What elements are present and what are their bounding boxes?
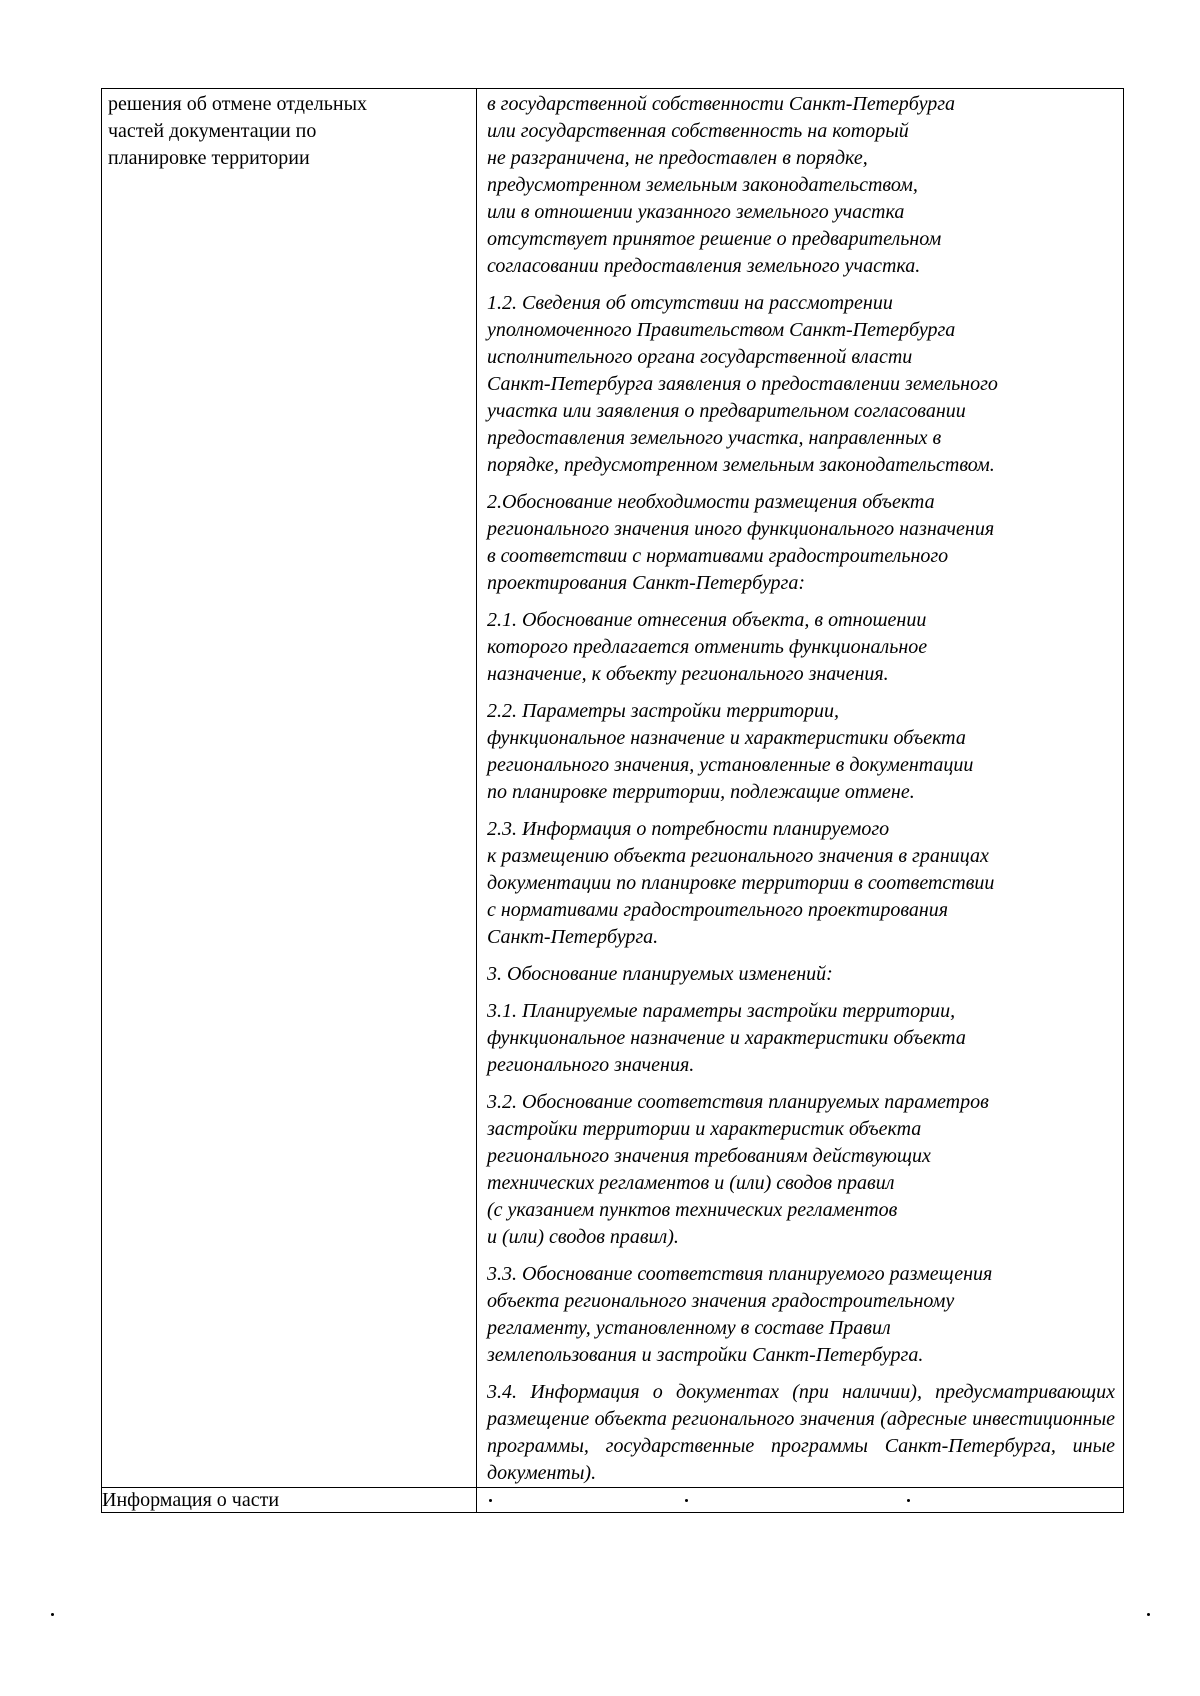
scan-dot [51,1613,54,1616]
right-cell [477,89,1124,1488]
paragraph-3-3: 3.3. Обоснование соответствия планируемого размещения объекта регионального значения градостроительному регламенту, установленному в составе Правил землепользования и застройки Санкт-Петербурга. [487,1263,993,1366]
paragraph-3-2: 3.2. Обоснование соответствия планируемых параметров застройки территории и характеристик объекта регионального значения требованиям действующих технических регламентов и (или) сводов правил (с указанием пунктов технических регламентов и (или) сводов правил). [487,1091,989,1248]
document-table [101,88,1124,1513]
paragraph-3: 3. Обоснование планируемых изменений: [487,963,833,985]
scan-dot [1147,1613,1150,1616]
left-cell [102,89,477,1488]
scan-dot [489,1499,492,1502]
paragraph-2-1: 2.1. Обоснование отнесения объекта, в отношении которого предлагается отменить функциональное назначение, к объекту регионального значения. [487,609,928,685]
table-row [102,89,1124,1488]
paragraph-2-3: 2.3. Информация о потребности планируемого к размещению объекта регионального значения в границах документации по планировке территории в соответствии с нормативами градостроительного проектирования Санкт-Петербурга. [487,818,995,948]
paragraph-3-1: 3.1. Планируемые параметры застройки территории, функциональное назначение и характеристики объекта регионального значения. [487,1000,966,1076]
bottom-left-text: Информация о части [102,1489,280,1511]
paragraph-3-4: 3.4. Информация о документах (при наличии), предусматривающих размещение объекта регионального значения (адресные инвестиционные программы, государственные программы Санкт-Петербурга, иные документы). [487,1381,1115,1484]
bottom-right-cell [477,1488,1124,1513]
paragraph-1-2: 1.2. Сведения об отсутствии на рассмотрении уполномоченного Правительством Санкт-Петербурга исполнительного органа государственной власти Санкт-Петербурга заявления о предоставлении земельного участка или заявления о предварительном согласовании предоставления земельного участка, направленных в порядке, предусмотренном земельным законодательством. [487,292,998,476]
bottom-left-cell [102,1488,477,1513]
paragraph-2-2: 2.2. Параметры застройки территории, функциональное назначение и характеристики объекта регионального значения, установленные в документации по планировке территории, подлежащие отмене. [487,700,974,803]
scan-dot [907,1499,910,1502]
paragraph-2: 2.Обоснование необходимости размещения объекта регионального значения иного функционального назначения в соответствии с нормативами градостроительного проектирования Санкт-Петербурга: [487,491,995,594]
table-row [102,1488,1124,1513]
left-cell-text: решения об отмене отдельных частей документации по планировке территории [108,93,368,169]
scan-dot [685,1499,688,1502]
paragraph-land-status: в государственной собственности Санкт-Петербурга или государственная собственность на который не разграничена, не предоставлен в порядке, предусмотренном земельным законодательством, или в отношении указанного земельного участка отсутствует принятое решение о предварительном согласовании предоставления земельного участка. [487,93,956,277]
